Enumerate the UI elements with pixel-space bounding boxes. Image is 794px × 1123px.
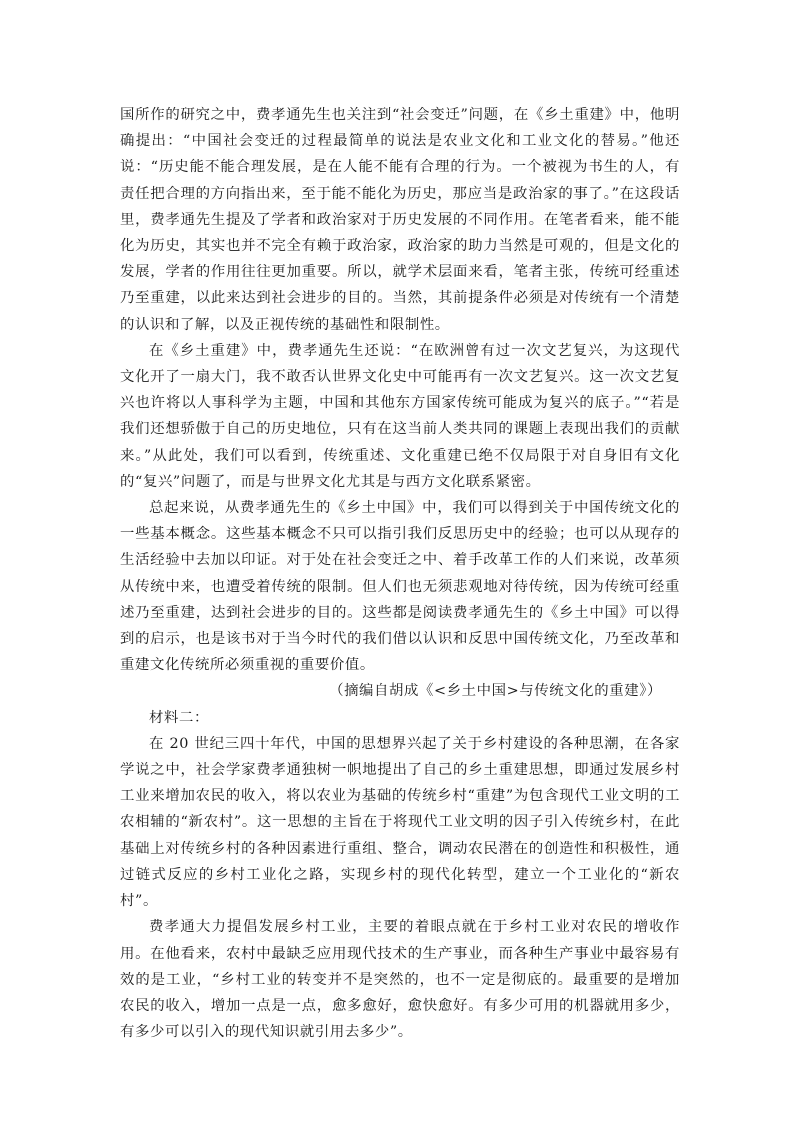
material-two-heading: 材料二：: [149, 709, 209, 726]
source-citation: （摘编自胡成《<乡土中国>与传统文化的重建》）: [329, 683, 662, 700]
paragraph-rural-construction: 在 20 世纪三四十年代，中国的思想界兴起了关于乡村建设的各种思潮，在各家学说之中，社会学家费孝通独树一帜地提出了自己的乡土重建思想，即通过发展乡村工业来增加农民的收入，将以农业为基础的传统乡村“重建”为包含现代工业文明的工农相辅的“新农村”。这一思想的主旨在于将现代工业文明的因子引入传统乡村，在此基础上对传统乡村的各种因素进行重组、整合，调动农民潜在的创造性和积极性，通过链式反应的乡村工业化之路，实现乡村的现代化转型，建立一个工业化的“新农村”。: [120, 735, 680, 910]
document-body: [120, 102, 680, 1045]
paragraph-continuation: 国所作的研究之中，费孝通先生也关注到“社会变迁”问题，在《乡土重建》中，他明确提出：“中国社会变迁的过程最简单的说法是农业文化和工业文化的替易。”他还说：“历史能不能合理发展，是在人能不能有合理的行为。一个被视为书生的人，有责任把合理的方向指出来，至于能不能化为历史，那应当是政治家的事了。”在这段话里，费孝通先生提及了学者和政治家对于历史发展的不同作用。在笔者看来，能不能化为历史，其实也并不完全有赖于政治家，政治家的助力当然是可观的，但是文化的发展，学者的作用往往更加重要。所以，就学术层面来看，笔者主张，传统可经重述乃至重建，以此来达到社会进步的目的。当然，其前提条件必须是对传统有一个清楚的认识和了解，以及正视传统的基础性和限制性。: [120, 107, 680, 333]
paragraph-renaissance: 在《乡土重建》中，费孝通先生还说：“在欧洲曾有过一次文艺复兴，为这现代文化开了一扇大门，我不敢否认世界文化史中可能再有一次文艺复兴。这一次文艺复兴也许将以人事科学为主题，中国和其他东方国家传统可能成为复兴的底子。”“若是我们还想骄傲于自己的历史地位，只有在这当前人类共同的课题上表现出我们的贡献来。”从此处，我们可以看到，传统重述、文化重建已绝不仅局限于对自身旧有文化的“复兴”问题了，而是与世界文化尤其是与西方文化联系紧密。: [120, 342, 680, 490]
paragraph-rural-industry: 费孝通大力提倡发展乡村工业，主要的着眼点就在于乡村工业对农民的增收作用。在他看来，农村中最缺乏应用现代技术的生产事业，而各种生产事业中最容易有效的是工业，“乡村工业的转变并不是突然的，也不一定是彻底的。最重要的是增加农民的收入，增加一点是一点，愈多愈好，愈快愈好。有多少可用的机器就用多少，有多少可以引入的现代知识就引用去多少”。: [120, 919, 680, 1041]
paragraph-summary: 总起来说，从费孝通先生的《乡土中国》中，我们可以得到关于中国传统文化的一些基本概念。这些基本概念不只可以指引我们反思历史中的经验；也可以从现存的生活经验中去加以印证。对于处在社会变迁之中、着手改革工作的人们来说，改革须从传统中来，也遭受着传统的限制。但人们也无须悲观地对待传统，因为传统可经重述乃至重建，达到社会进步的目的。这些都是阅读费孝通先生的《乡土中国》可以得到的启示，也是该书对于当今时代的我们借以认识和反思中国传统文化，乃至改革和重建文化传统所必须重视的重要价值。: [120, 500, 680, 674]
